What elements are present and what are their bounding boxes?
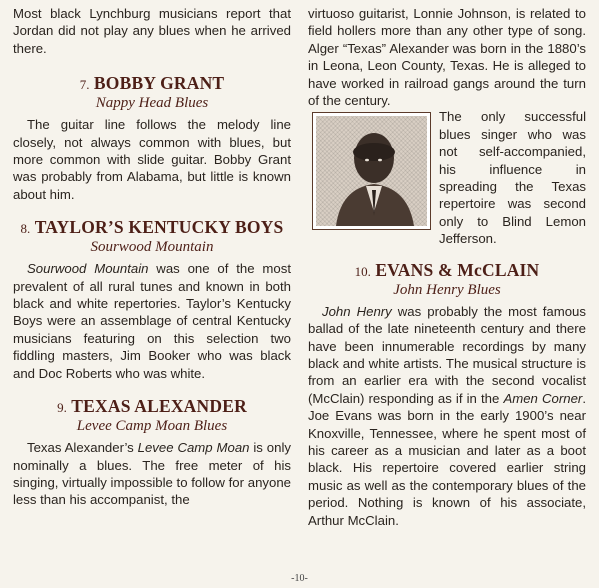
section-9-number: 9. (57, 400, 67, 416)
section-10-heading (308, 260, 586, 299)
section-8-body-text: was one of the most prevalent of all rural tunes and known in both black and white repertories. Taylor’s Kentucky Boys were an assemblage of central Kentucky musicians featuring on this selection two fiddling masters, Jim Booker who was black and Doc Roberts who was white. (13, 261, 291, 381)
section-8-title: TAYLOR’S KENTUCKY BOYS (34, 217, 284, 238)
section-7-body: The guitar line follows the melody line closely, not always common with blues, but more common with slide guitar. Bobby Grant was probably from Alabama, but little is known about him. (13, 117, 291, 202)
section-10-title: EVANS & McCLAIN (375, 259, 540, 280)
section-9-body-title: Levee Camp Moan (137, 440, 250, 456)
left-column (13, 0, 291, 509)
section-9-body (13, 439, 291, 509)
section-7-subtitle: Nappy Head Blues (95, 95, 209, 112)
section-9-heading (13, 396, 291, 435)
section-8-body (13, 260, 291, 382)
section-10-body-a: was probably the most famous ballad of the late nineteenth century and there have been innumerable recordings by many black and white artists. The musical structure is from an earlier era with the second vocalist (McClain) responding as if in the (308, 303, 586, 406)
section-10-subtitle: John Henry Blues (393, 281, 501, 298)
portrait-image (316, 116, 427, 226)
right-column (308, 0, 586, 529)
section-8-body-title: Sourwood Mountain (27, 261, 149, 277)
photo-block (308, 109, 586, 247)
section-8-subtitle: Sourwood Mountain (90, 239, 214, 256)
texas-alexander-photo (316, 116, 427, 226)
section-7-number: 7. (79, 77, 90, 93)
section-9-body-a: Texas Alexander’s (27, 440, 138, 456)
section-9-subtitle: Levee Camp Moan Blues (76, 418, 228, 435)
section-7-title: BOBBY GRANT (93, 73, 225, 94)
texas-alexander-photo-frame (312, 112, 431, 230)
section-10-body-title: John Henry (322, 303, 392, 319)
section-7-heading (13, 73, 291, 112)
section-10-body-b: . Joe Evans was born in the early 1900’s near Knoxville, Tennessee, where he spent most of his career as a musician and later as a boot black. His repertoire covered earlier string music as well as the contemporary blues of the period. Nothing is known of his associate, Arthur McClain. (308, 390, 586, 528)
section-8-number: 8. (20, 221, 31, 237)
intro-paragraph: Most black Lynchburg musicians report that Jordan did not play any blues when he arrived there. (13, 6, 291, 56)
photo-caption-text: The only successful blues singer who was not self-accompanied, his influence in spreading the Texas repertoire was second only to Blind Lemon Jefferson. (439, 109, 586, 247)
section-8-heading (13, 217, 291, 256)
section-9-title: TEXAS ALEXANDER (71, 396, 247, 417)
section-9-body-b: is only nominally a blues. The free meter of his singing, virtually impossible to follow for anyone less than his accompanist, the (13, 440, 291, 508)
section-10-body-em: Amen Corner (503, 390, 583, 406)
section-10-number: 10. (354, 263, 371, 279)
page-number: -10- (291, 573, 308, 584)
continued-paragraph: virtuoso guitarist, Lonnie Johnson, is related to field hollers more than any other type of song. Alger “Texas” Alexander was born in the 1880’s in Leona, Leon County, Texas. He is alleged to have worked in railroad gangs around the turn of the century. (308, 6, 586, 109)
section-10-body (308, 303, 586, 529)
